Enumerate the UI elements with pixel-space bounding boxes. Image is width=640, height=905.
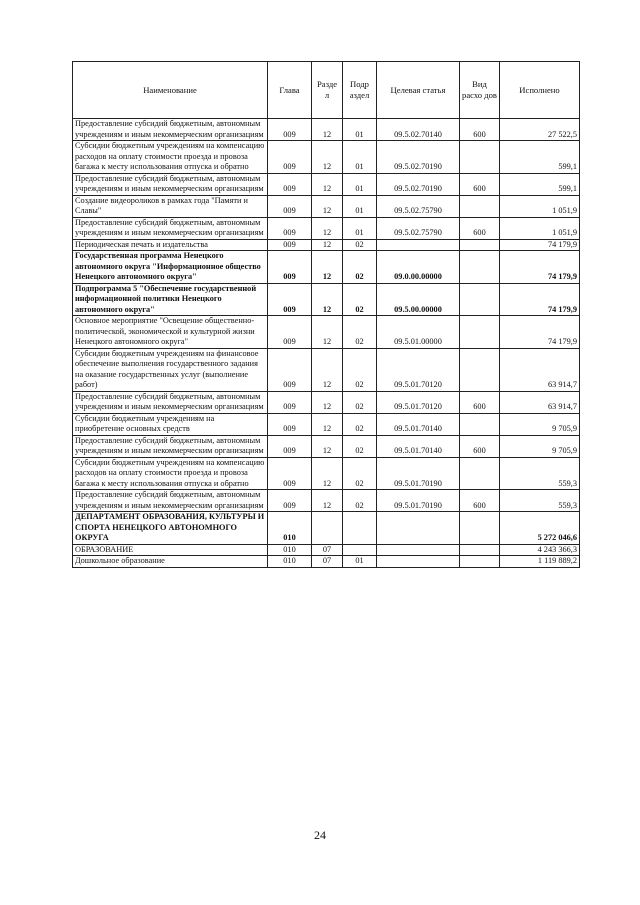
cell-subsection: 01 [343, 195, 377, 217]
cell-chapter: 010 [268, 512, 312, 545]
table-row [73, 544, 580, 556]
cell-subsection: 01 [343, 173, 377, 195]
cell-target: 09.5.02.70190 [377, 141, 460, 174]
cell-subsection: 02 [343, 391, 377, 413]
cell-section: 12 [312, 391, 343, 413]
cell-name: Предоставление субсидий бюджетным, автономным учреждениям и иным некоммерческим организациям [73, 217, 268, 239]
cell-executed: 74 179,9 [500, 251, 580, 284]
header-executed: Исполнено [500, 62, 580, 119]
page-number: 24 [314, 828, 326, 842]
cell-name: Предоставление субсидий бюджетным, автономным учреждениям и иным некоммерческим организациям [73, 435, 268, 457]
cell-exp-type: 600 [460, 435, 500, 457]
budget-table [72, 61, 580, 568]
cell-chapter: 009 [268, 119, 312, 141]
cell-exp-type [460, 195, 500, 217]
cell-chapter: 010 [268, 556, 312, 568]
cell-target [377, 556, 460, 568]
cell-exp-type [460, 316, 500, 349]
cell-chapter: 009 [268, 316, 312, 349]
header-name: Наименование [73, 62, 268, 119]
table-row [73, 239, 580, 251]
cell-name: Основное мероприятие "Освещение общественно-политической, экономической и культурной жизни Ненецкого автономного округа" [73, 316, 268, 349]
cell-section: 07 [312, 556, 343, 568]
cell-executed: 9 705,9 [500, 413, 580, 435]
table-row [73, 413, 580, 435]
table-header-row [73, 62, 580, 119]
cell-chapter: 009 [268, 195, 312, 217]
cell-name: ДЕПАРТАМЕНТ ОБРАЗОВАНИЯ, КУЛЬТУРЫ И СПОРТА НЕНЕЦКОГО АВТОНОМНОГО ОКРУГА [73, 512, 268, 545]
cell-name: Субсидии бюджетным учреждениям на компенсацию расходов на оплату стоимости проезда и провоза багажа к месту использования отпуска и обратно [73, 141, 268, 174]
cell-exp-type [460, 512, 500, 545]
cell-target [377, 544, 460, 556]
cell-subsection [343, 512, 377, 545]
cell-subsection: 02 [343, 490, 377, 512]
cell-chapter: 010 [268, 544, 312, 556]
cell-chapter: 009 [268, 435, 312, 457]
cell-section: 12 [312, 348, 343, 391]
cell-chapter: 009 [268, 173, 312, 195]
cell-name: Субсидии бюджетным учреждениям на компенсацию расходов на оплату стоимости проезда и провоза багажа к месту использования отпуска и обратно [73, 457, 268, 490]
table-row [73, 348, 580, 391]
cell-executed: 599,1 [500, 173, 580, 195]
cell-executed: 74 179,9 [500, 283, 580, 316]
cell-target: 09.5.01.70140 [377, 413, 460, 435]
cell-name: Предоставление субсидий бюджетным, автономным учреждениям и иным некоммерческим организациям [73, 391, 268, 413]
table-row [73, 457, 580, 490]
cell-chapter: 009 [268, 490, 312, 512]
table-row [73, 119, 580, 141]
cell-executed: 559,3 [500, 457, 580, 490]
cell-section: 07 [312, 544, 343, 556]
cell-name: Субсидии бюджетным учреждениям на приобретение основных средств [73, 413, 268, 435]
cell-subsection: 02 [343, 413, 377, 435]
cell-section: 12 [312, 413, 343, 435]
cell-exp-type [460, 457, 500, 490]
cell-chapter: 009 [268, 283, 312, 316]
cell-target: 09.5.01.70120 [377, 348, 460, 391]
cell-section: 12 [312, 435, 343, 457]
table-row [73, 556, 580, 568]
cell-exp-type [460, 413, 500, 435]
header-exp-type: Вид расхо дов [460, 62, 500, 119]
cell-executed: 599,1 [500, 141, 580, 174]
cell-target: 09.5.01.70120 [377, 391, 460, 413]
table-row [73, 490, 580, 512]
cell-section: 12 [312, 251, 343, 284]
cell-exp-type [460, 556, 500, 568]
cell-name: Предоставление субсидий бюджетным, автономным учреждениям и иным некоммерческим организациям [73, 119, 268, 141]
cell-subsection: 02 [343, 239, 377, 251]
header-chapter: Глава [268, 62, 312, 119]
cell-name: Создание видеороликов в рамках года "Памяти и Славы" [73, 195, 268, 217]
table-row [73, 283, 580, 316]
cell-target: 09.5.02.75790 [377, 217, 460, 239]
cell-executed: 74 179,9 [500, 239, 580, 251]
cell-chapter: 009 [268, 217, 312, 239]
cell-name: Государственная программа Ненецкого автономного округа "Информационное общество Ненецкого автономного округа" [73, 251, 268, 284]
table-row [73, 435, 580, 457]
cell-chapter: 009 [268, 251, 312, 284]
cell-section: 12 [312, 195, 343, 217]
cell-section: 12 [312, 173, 343, 195]
cell-exp-type: 600 [460, 490, 500, 512]
cell-executed: 27 522,5 [500, 119, 580, 141]
cell-executed: 559,3 [500, 490, 580, 512]
cell-exp-type [460, 348, 500, 391]
cell-name: Предоставление субсидий бюджетным, автономным учреждениям и иным некоммерческим организациям [73, 490, 268, 512]
cell-subsection: 01 [343, 217, 377, 239]
cell-executed: 9 705,9 [500, 435, 580, 457]
cell-exp-type [460, 239, 500, 251]
cell-chapter: 009 [268, 348, 312, 391]
cell-executed: 74 179,9 [500, 316, 580, 349]
cell-name: Дошкольное образование [73, 556, 268, 568]
cell-section: 12 [312, 217, 343, 239]
cell-subsection: 02 [343, 435, 377, 457]
cell-section: 12 [312, 283, 343, 316]
cell-exp-type [460, 544, 500, 556]
cell-subsection: 02 [343, 251, 377, 284]
cell-name: ОБРАЗОВАНИЕ [73, 544, 268, 556]
cell-exp-type [460, 141, 500, 174]
table-row [73, 141, 580, 174]
cell-target: 09.5.01.70190 [377, 457, 460, 490]
cell-target [377, 512, 460, 545]
cell-target: 09.5.01.00000 [377, 316, 460, 349]
cell-target: 09.5.02.70140 [377, 119, 460, 141]
cell-target: 09.5.02.70190 [377, 173, 460, 195]
table-body [73, 119, 580, 568]
header-subsection: Подр аздел [343, 62, 377, 119]
cell-subsection: 02 [343, 457, 377, 490]
cell-chapter: 009 [268, 239, 312, 251]
cell-target: 09.5.00.00000 [377, 283, 460, 316]
cell-exp-type: 600 [460, 391, 500, 413]
cell-exp-type: 600 [460, 217, 500, 239]
cell-chapter: 009 [268, 413, 312, 435]
cell-section: 12 [312, 316, 343, 349]
cell-target [377, 239, 460, 251]
cell-exp-type [460, 283, 500, 316]
table-row [73, 391, 580, 413]
cell-exp-type [460, 251, 500, 284]
cell-target: 09.5.01.70140 [377, 435, 460, 457]
cell-name: Предоставление субсидий бюджетным, автономным учреждениям и иным некоммерческим организациям [73, 173, 268, 195]
table-row [73, 512, 580, 545]
cell-section: 12 [312, 457, 343, 490]
cell-executed: 5 272 046,6 [500, 512, 580, 545]
cell-subsection: 01 [343, 556, 377, 568]
cell-exp-type: 600 [460, 173, 500, 195]
cell-target: 09.0.00.00000 [377, 251, 460, 284]
cell-executed: 1 051,9 [500, 195, 580, 217]
table-row [73, 195, 580, 217]
header-section: Разде л [312, 62, 343, 119]
cell-subsection: 01 [343, 141, 377, 174]
cell-exp-type: 600 [460, 119, 500, 141]
cell-section: 12 [312, 239, 343, 251]
cell-subsection: 02 [343, 348, 377, 391]
cell-executed: 4 243 366,3 [500, 544, 580, 556]
table-row [73, 316, 580, 349]
cell-name: Периодическая печать и издательства [73, 239, 268, 251]
cell-target: 09.5.02.75790 [377, 195, 460, 217]
cell-section: 12 [312, 141, 343, 174]
cell-section: 12 [312, 119, 343, 141]
header-target: Целевая статья [377, 62, 460, 119]
table-row [73, 217, 580, 239]
table-row [73, 251, 580, 284]
cell-subsection: 02 [343, 283, 377, 316]
cell-executed: 1 119 889,2 [500, 556, 580, 568]
cell-executed: 63 914,7 [500, 391, 580, 413]
cell-name: Подпрограмма 5 "Обеспечение государственной информационной политики Ненецкого автономного округа" [73, 283, 268, 316]
cell-subsection: 01 [343, 119, 377, 141]
cell-executed: 63 914,7 [500, 348, 580, 391]
cell-subsection [343, 544, 377, 556]
cell-chapter: 009 [268, 141, 312, 174]
cell-target: 09.5.01.70190 [377, 490, 460, 512]
cell-section: 12 [312, 490, 343, 512]
cell-executed: 1 051,9 [500, 217, 580, 239]
cell-section [312, 512, 343, 545]
cell-subsection: 02 [343, 316, 377, 349]
cell-chapter: 009 [268, 457, 312, 490]
cell-chapter: 009 [268, 391, 312, 413]
cell-name: Субсидии бюджетным учреждениям на финансовое обеспечение выполнения государственного задания на оказание государственных услуг (выполнение работ) [73, 348, 268, 391]
table-row [73, 173, 580, 195]
